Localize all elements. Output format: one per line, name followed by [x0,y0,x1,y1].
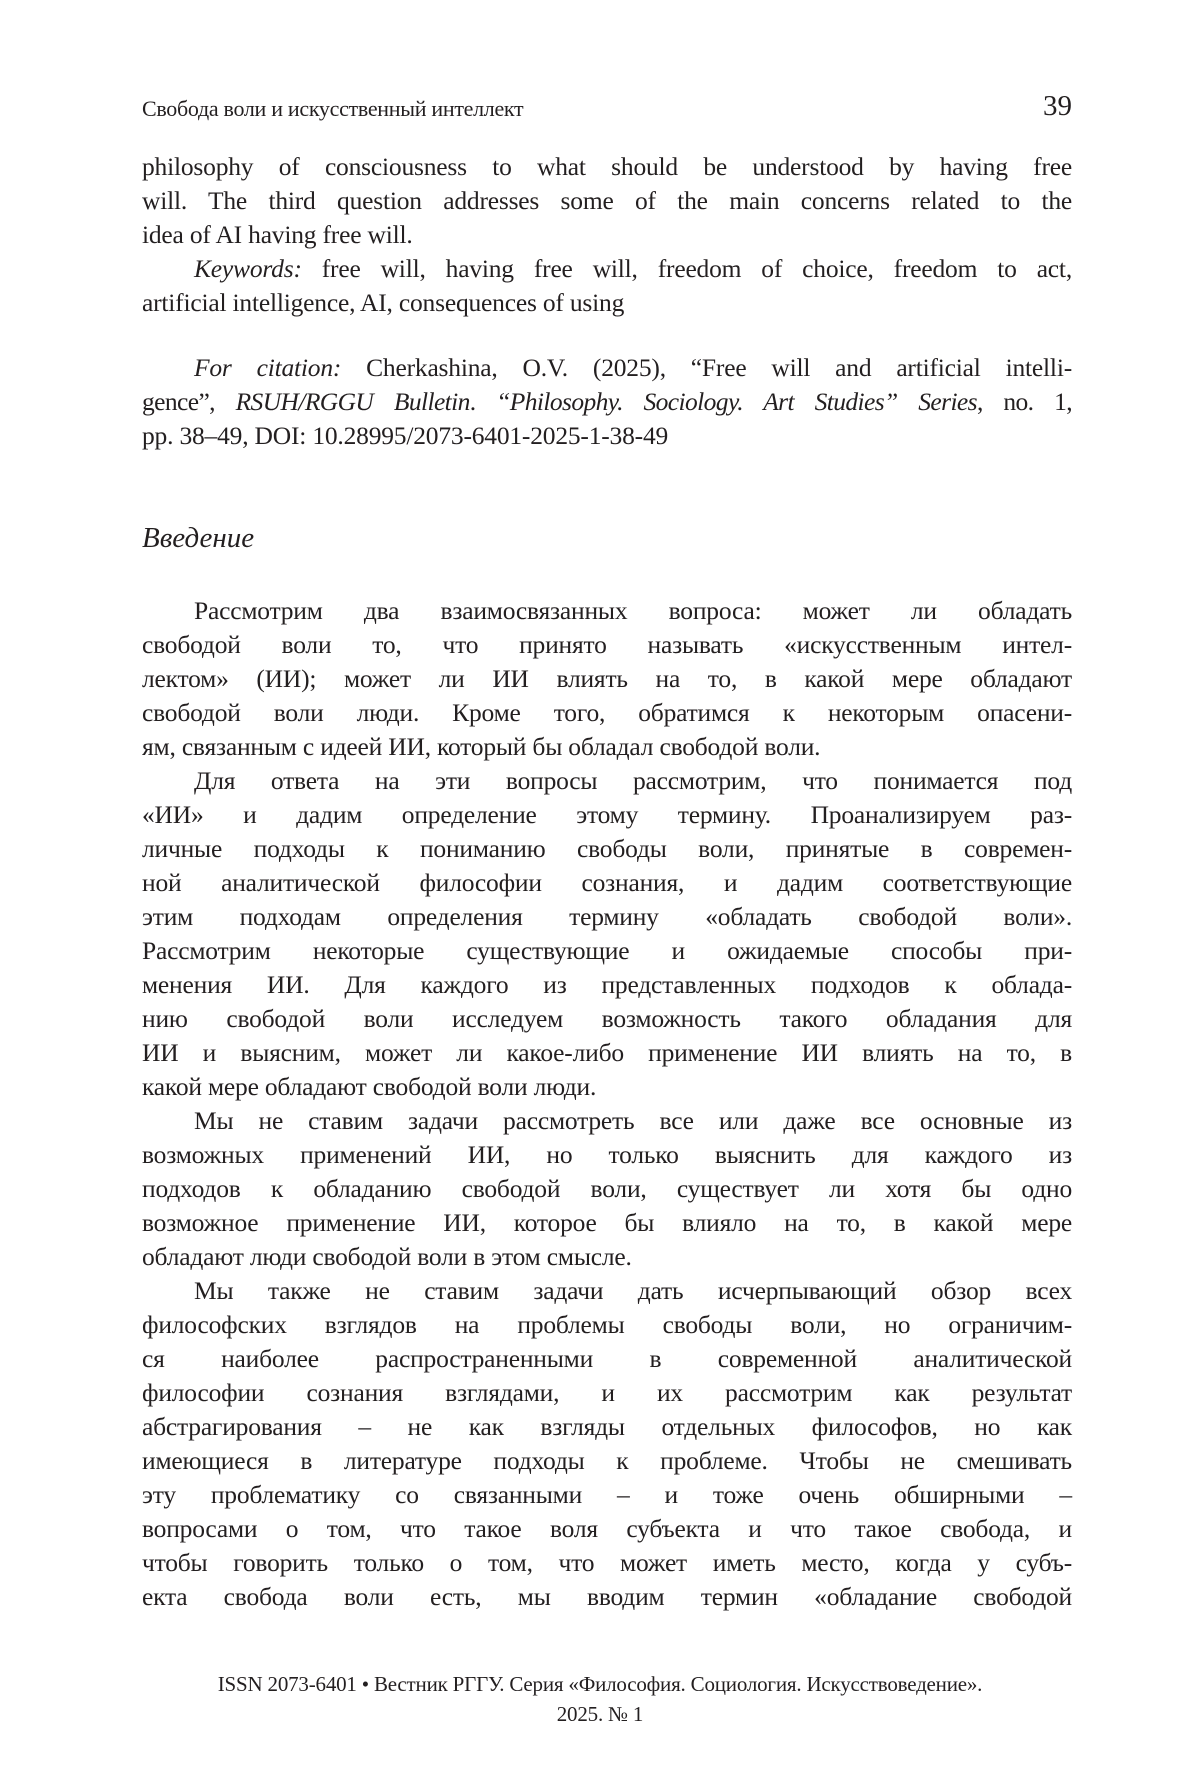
text-line: этим подходам определения термину «обладать свободой воли». [142,900,1072,934]
text-line: ИИ и выясним, может ли какое-либо применение ИИ влиять на то, в [142,1036,1072,1070]
text-line: свободой воли люди. Кроме того, обратимся к некоторым опасени- [142,696,1072,730]
text-line: idea of AI having free will. [142,218,1072,252]
text-line: свободой воли то, что принято называть «искусственным интел- [142,628,1072,662]
text-line: менения ИИ. Для каждого из представленных подходов к облада- [142,968,1072,1002]
citation-line [142,385,1072,419]
keywords-line: artificial intelligence, AI, consequences of using [142,286,1072,320]
text-line: Для ответа на эти вопросы рассмотрим, что понимается под [142,764,1072,798]
text-line: ной аналитической философии сознания, и дадим соответствующие [142,866,1072,900]
citation [142,351,1072,453]
page-number: 39 [1043,90,1072,123]
text-line: нию свободой воли исследуем возможность такого обладания для [142,1002,1072,1036]
text-line: личные подходы к пониманию свободы воли, принятые в современ- [142,832,1072,866]
keywords-line [142,252,1072,286]
text-line: Мы не ставим задачи рассмотреть все или даже все основные из [142,1104,1072,1138]
citation-text: . [470,387,496,416]
keywords-label: Keywords: [194,254,302,283]
text-line: Рассмотрим некоторые существующие и ожидаемые способы при- [142,934,1072,968]
text-line: чтобы говорить только о том, что может иметь место, когда у субъ- [142,1546,1072,1580]
text-line: философских взглядов на проблемы свободы воли, но ограничим- [142,1308,1072,1342]
text-line: какой мере обладают свободой воли люди. [142,1070,1072,1104]
series-name: “Philosophy. Sociology. Art Studies” Series [496,387,977,416]
citation-text: gence”, [142,387,236,416]
running-title: Свобода воли и искусственный интеллект [142,96,523,122]
text-line: абстрагирования – не как взгляды отдельных философов, но как [142,1410,1072,1444]
text-line: вопросами о том, что такое воля субъекта и что такое свобода, и [142,1512,1072,1546]
footer-issue: 2025. № 1 [0,1702,1200,1727]
section-title: Введение [142,522,254,555]
doi-line: pp. 38–49, DOI: 10.28995/2073-6401-2025-1-38-49 [142,419,1072,453]
text-line: ся наиболее распространенными в современной аналитической [142,1342,1072,1376]
text-line: обладают люди свободой воли в этом смысле. [142,1240,1072,1274]
text-line: «ИИ» и дадим определение этому термину. Проанализируем раз- [142,798,1072,832]
text-line: will. The third question addresses some of the main concerns related to the [142,184,1072,218]
body-text [142,594,1072,1614]
text-line: эту проблематику со связанными – и тоже очень обширными – [142,1478,1072,1512]
abstract-end [142,150,1072,320]
text-line: лектом» (ИИ); может ли ИИ влиять на то, в какой мере обладают [142,662,1072,696]
text-line: ям, связанным с идеей ИИ, который бы обладал свободой воли. [142,730,1072,764]
text-line: philosophy of consciousness to what should be understood by having free [142,150,1072,184]
citation-label: For citation: [194,353,341,382]
footer-journal: ISSN 2073-6401 • Вестник РГГУ. Серия «Философия. Социология. Искусствоведение». [0,1672,1200,1697]
keywords-text: free will, having free will, freedom of choice, freedom to act, [302,254,1072,283]
text-line: возможных применений ИИ, но только выяснить для каждого из [142,1138,1072,1172]
text-line: Мы также не ставим задачи дать исчерпывающий обзор всех [142,1274,1072,1308]
citation-text: , no. 1, [977,387,1072,416]
text-line: возможное применение ИИ, которое бы влияло на то, в какой мере [142,1206,1072,1240]
running-header [142,90,1072,124]
journal-name: RSUH/RGGU Bulletin [236,387,470,416]
citation-text: Cherkashina, O.V. (2025), “Free will and artificial intelli- [341,353,1072,382]
text-line: подходов к обладанию свободой воли, существует ли хотя бы одно [142,1172,1072,1206]
citation-line [142,351,1072,385]
text-line: философии сознания взглядами, и их рассмотрим как результат [142,1376,1072,1410]
text-line: имеющиеся в литературе подходы к проблеме. Чтобы не смешивать [142,1444,1072,1478]
text-line: екта свобода воли есть, мы вводим термин «обладание свободой [142,1580,1072,1614]
text-line: Рассмотрим два взаимосвязанных вопроса: может ли обладать [142,594,1072,628]
